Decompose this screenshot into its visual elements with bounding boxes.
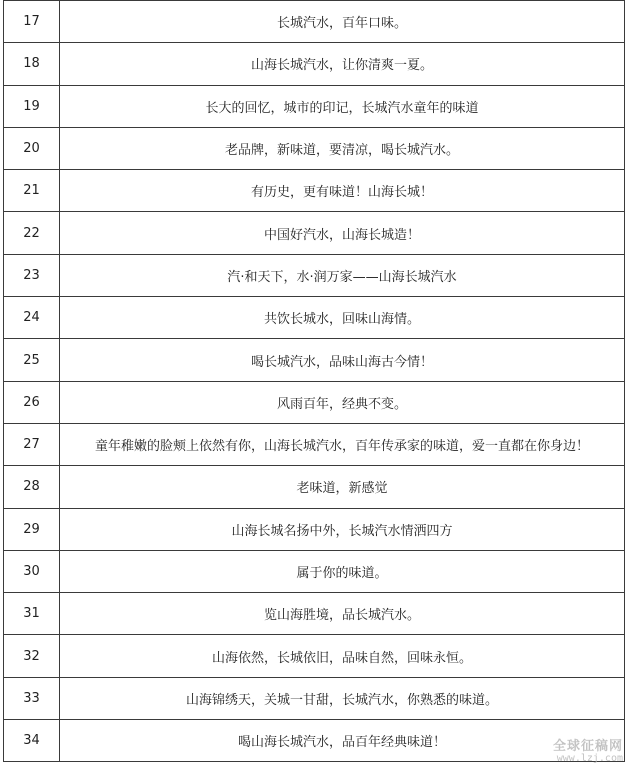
row-number-cell: 27 bbox=[4, 423, 60, 465]
slogan-cell: 览山海胜境，品长城汽水。 bbox=[60, 593, 625, 635]
row-number-cell: 32 bbox=[4, 635, 60, 677]
row-number-cell: 29 bbox=[4, 508, 60, 550]
watermark-url: www.lzj.com bbox=[556, 752, 623, 764]
row-number-cell: 22 bbox=[4, 212, 60, 254]
slogan-cell: 山海锦绣天，关城一甘甜，长城汽水，你熟悉的味道。 bbox=[60, 677, 625, 719]
watermark-title: 全球征稿网 bbox=[552, 738, 623, 754]
row-number-cell: 31 bbox=[4, 593, 60, 635]
slogan-cell: 童年稚嫩的脸颊上依然有你，山海长城汽水，百年传承家的味道，爱一直都在你身边！ bbox=[60, 423, 625, 465]
slogan-cell: 老味道，新感觉 bbox=[60, 466, 625, 508]
row-number-cell: 33 bbox=[4, 677, 60, 719]
slogan-cell: 喝长城汽水，品味山海古今情！ bbox=[60, 339, 625, 381]
table-row bbox=[4, 720, 625, 762]
table-row bbox=[4, 127, 625, 169]
table-row bbox=[4, 85, 625, 127]
row-number-cell: 34 bbox=[4, 720, 60, 762]
table-row bbox=[4, 635, 625, 677]
table-row bbox=[4, 381, 625, 423]
row-number-cell: 19 bbox=[4, 85, 60, 127]
row-number-cell: 23 bbox=[4, 254, 60, 296]
row-number-cell: 24 bbox=[4, 297, 60, 339]
slogan-table-body bbox=[4, 1, 625, 762]
table-row bbox=[4, 508, 625, 550]
slogan-cell: 长城汽水，百年口味。 bbox=[60, 1, 625, 43]
table-row bbox=[4, 254, 625, 296]
table-row bbox=[4, 423, 625, 465]
slogan-cell: 有历史，更有味道！山海长城！ bbox=[60, 170, 625, 212]
table-row bbox=[4, 297, 625, 339]
slogan-cell: 共饮长城水，回味山海情。 bbox=[60, 297, 625, 339]
row-number-cell: 30 bbox=[4, 550, 60, 592]
row-number-cell: 28 bbox=[4, 466, 60, 508]
table-row bbox=[4, 677, 625, 719]
table-row bbox=[4, 170, 625, 212]
slogan-cell: 喝山海长城汽水，品百年经典味道！ bbox=[60, 720, 625, 762]
row-number-cell: 25 bbox=[4, 339, 60, 381]
slogan-cell: 中国好汽水，山海长城造！ bbox=[60, 212, 625, 254]
table-row bbox=[4, 550, 625, 592]
slogan-cell: 山海依然，长城依旧，品味自然，回味永恒。 bbox=[60, 635, 625, 677]
row-number-cell: 17 bbox=[4, 1, 60, 43]
table-row bbox=[4, 339, 625, 381]
table-row bbox=[4, 43, 625, 85]
slogan-cell: 属于你的味道。 bbox=[60, 550, 625, 592]
slogan-cell: 风雨百年，经典不变。 bbox=[60, 381, 625, 423]
table-row bbox=[4, 593, 625, 635]
table-row bbox=[4, 1, 625, 43]
slogan-cell: 老品牌，新味道，要清凉，喝长城汽水。 bbox=[60, 127, 625, 169]
slogan-cell: 长大的回忆，城市的印记，长城汽水童年的味道 bbox=[60, 85, 625, 127]
row-number-cell: 21 bbox=[4, 170, 60, 212]
slogan-cell: 汽·和天下，水·润万家——山海长城汽水 bbox=[60, 254, 625, 296]
table-row bbox=[4, 466, 625, 508]
table-row bbox=[4, 212, 625, 254]
slogan-table bbox=[3, 0, 625, 762]
slogan-cell: 山海长城汽水，让你清爽一夏。 bbox=[60, 43, 625, 85]
slogan-cell: 山海长城名扬中外，长城汽水情洒四方 bbox=[60, 508, 625, 550]
row-number-cell: 26 bbox=[4, 381, 60, 423]
row-number-cell: 18 bbox=[4, 43, 60, 85]
row-number-cell: 20 bbox=[4, 127, 60, 169]
